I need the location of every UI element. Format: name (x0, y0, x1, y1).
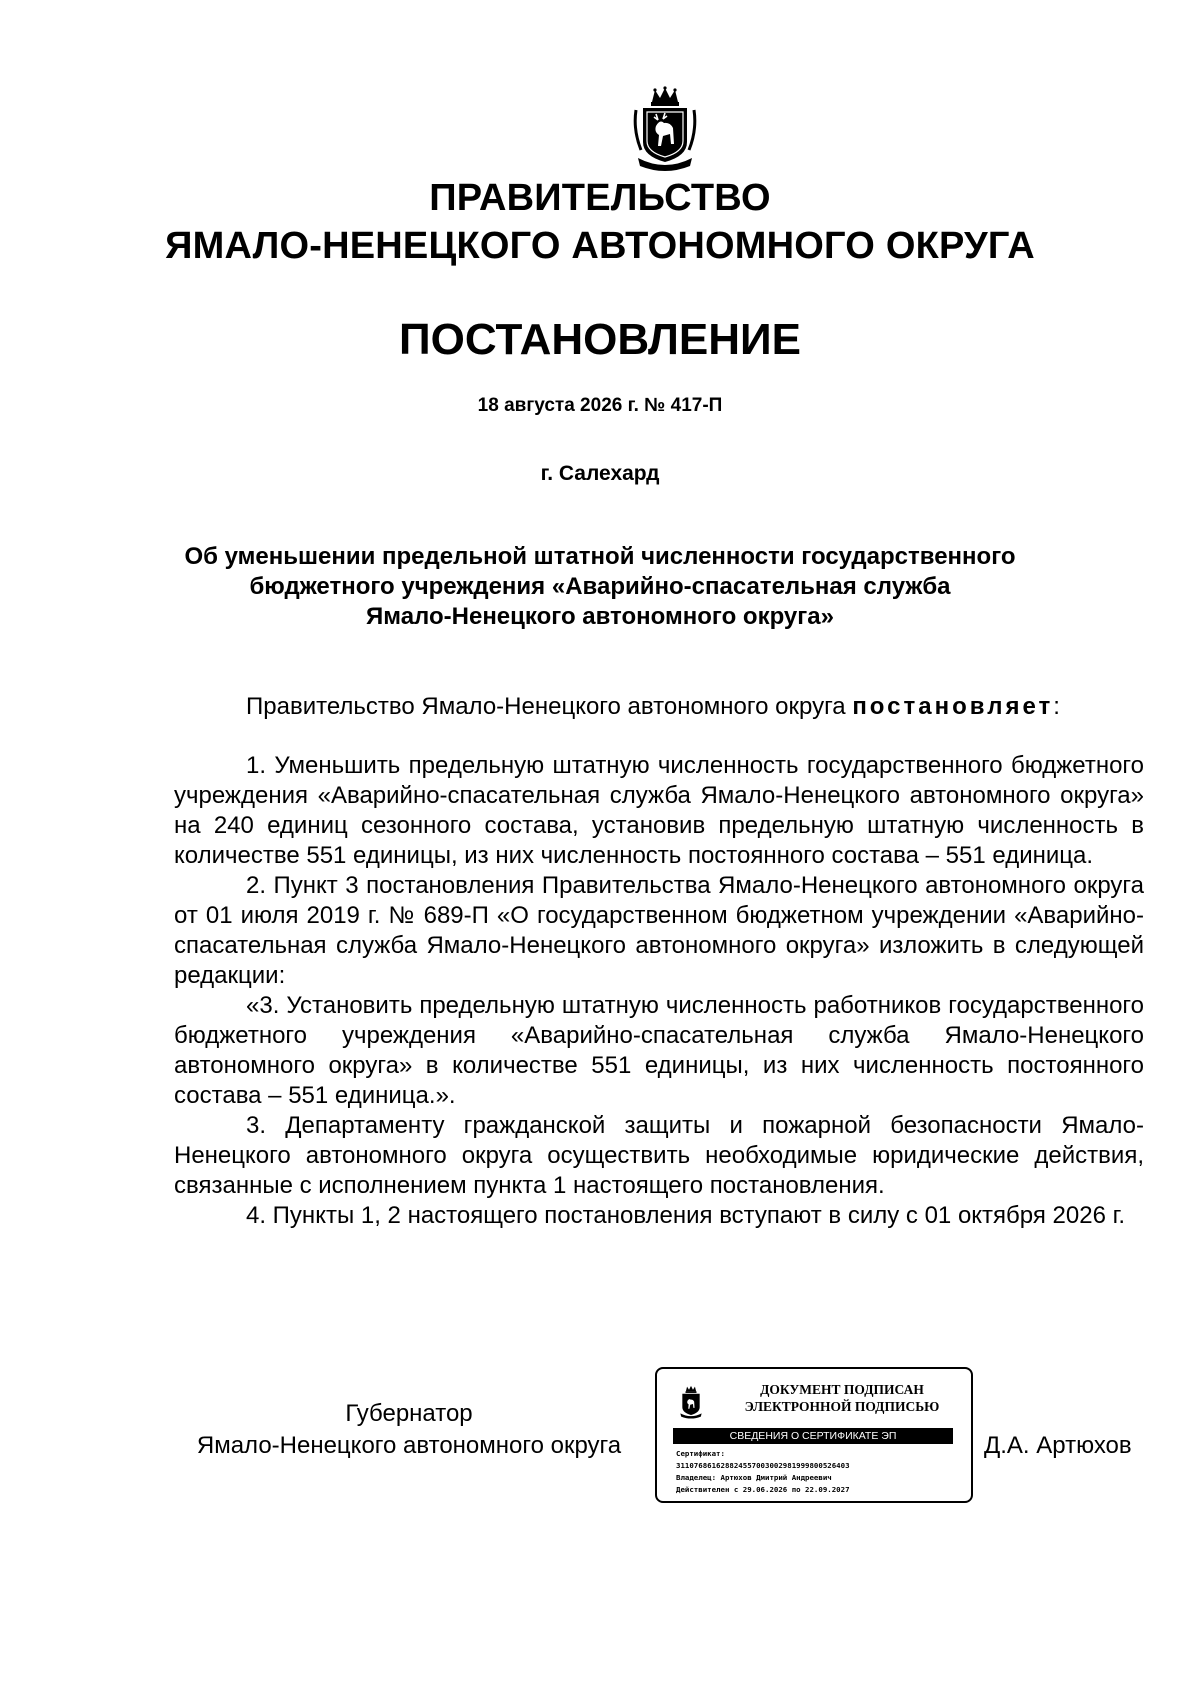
document-body (174, 692, 1144, 1231)
certificate-validity: Действителен с 29.06.2026 по 22.09.2027 (676, 1485, 850, 1494)
document-title-line: Об уменьшении предельной штатной численности государственного (184, 543, 1016, 570)
signatory-position (174, 1398, 644, 1462)
body-paragraph: 2. Пункт 3 постановления Правительства Ямало-Ненецкого автономного округа от 01 июля 2019 г. № 689-П «О государственном бюджетном учреждении «Аварийно-спасательная служба Ямало-Ненецкого автономного округа» изложить в следующей редакции: (174, 872, 1144, 989)
date-and-number: 18 августа 2026 г. № 417-П (477, 395, 723, 416)
intro-text: Правительство Ямало-Ненецкого автономного округа (246, 693, 853, 720)
signatory-position-line: Ямало-Ненецкого автономного округа (196, 1432, 622, 1459)
intro-keyword: постановляет (852, 693, 1054, 720)
document-type: ПОСТАНОВЛЕНИЕ (398, 315, 802, 364)
certificate-info-bar: СВЕДЕНИЯ О СЕРТИФИКАТЕ ЭП (673, 1428, 953, 1444)
document-title-line: бюджетного учреждения «Аварийно-спасательная служба (249, 573, 951, 600)
coat-of-arms-icon (678, 1384, 704, 1420)
certificate-label: Сертификат: (676, 1449, 725, 1458)
certificate-number: 311076861628824557003002981999800526403 (676, 1461, 850, 1470)
body-paragraph: 4. Пункты 1, 2 настоящего постановления вступают в силу с 01 октября 2026 г. (246, 1202, 1126, 1229)
organization-name-line2: ЯМАЛО-НЕНЕЦКОГО АВТОНОМНОГО ОКРУГА (165, 225, 1035, 267)
signer-name: Д.А. Артюхов (984, 1432, 1132, 1459)
electronic-signature-stamp (655, 1367, 973, 1503)
body-paragraph: 1. Уменьшить предельную штатную численность государственного бюджетного учреждения «Аварийно-спасательная служба Ямало-Ненецкого автономного округа» на 240 единиц сезонного состава, установив предельную штатную численность в количестве 551 единицы, из них численность постоянного состава – 551 единица. (174, 752, 1144, 869)
organization-name-line1: ПРАВИТЕЛЬСТВО (429, 177, 771, 219)
stamp-heading (717, 1381, 967, 1415)
signatory-position-line: Губернатор (345, 1400, 473, 1427)
body-paragraph: 3. Департаменту гражданской защиты и пожарной безопасности Ямало-Ненецкого автономного округа осуществить необходимые юридические действия, связанные с исполнением пункта 1 настоящего постановления. (174, 1112, 1144, 1199)
stamp-heading-line: ДОКУМЕНТ ПОДПИСАН (760, 1382, 924, 1397)
certificate-owner: Владелец: Артюхов Дмитрий Андреевич (676, 1473, 832, 1482)
resolution-intro (174, 692, 1144, 722)
body-paragraph: «3. Установить предельную штатную численность работников государственного бюджетного учреждения «Аварийно-спасательная служба Ямало-Ненецкого автономного округа» в количестве 551 единицы, из них численность постоянного состава – 551 единица.». (174, 992, 1144, 1109)
intro-colon: : (1053, 693, 1060, 720)
certificate-details (676, 1448, 966, 1496)
document-title (150, 542, 1050, 632)
coat-of-arms-icon (632, 86, 698, 172)
city: г. Салехард (540, 462, 660, 485)
document-title-line: Ямало-Ненецкого автономного округа» (366, 603, 834, 630)
stamp-heading-line: ЭЛЕКТРОННОЙ ПОДПИСЬЮ (744, 1399, 940, 1414)
